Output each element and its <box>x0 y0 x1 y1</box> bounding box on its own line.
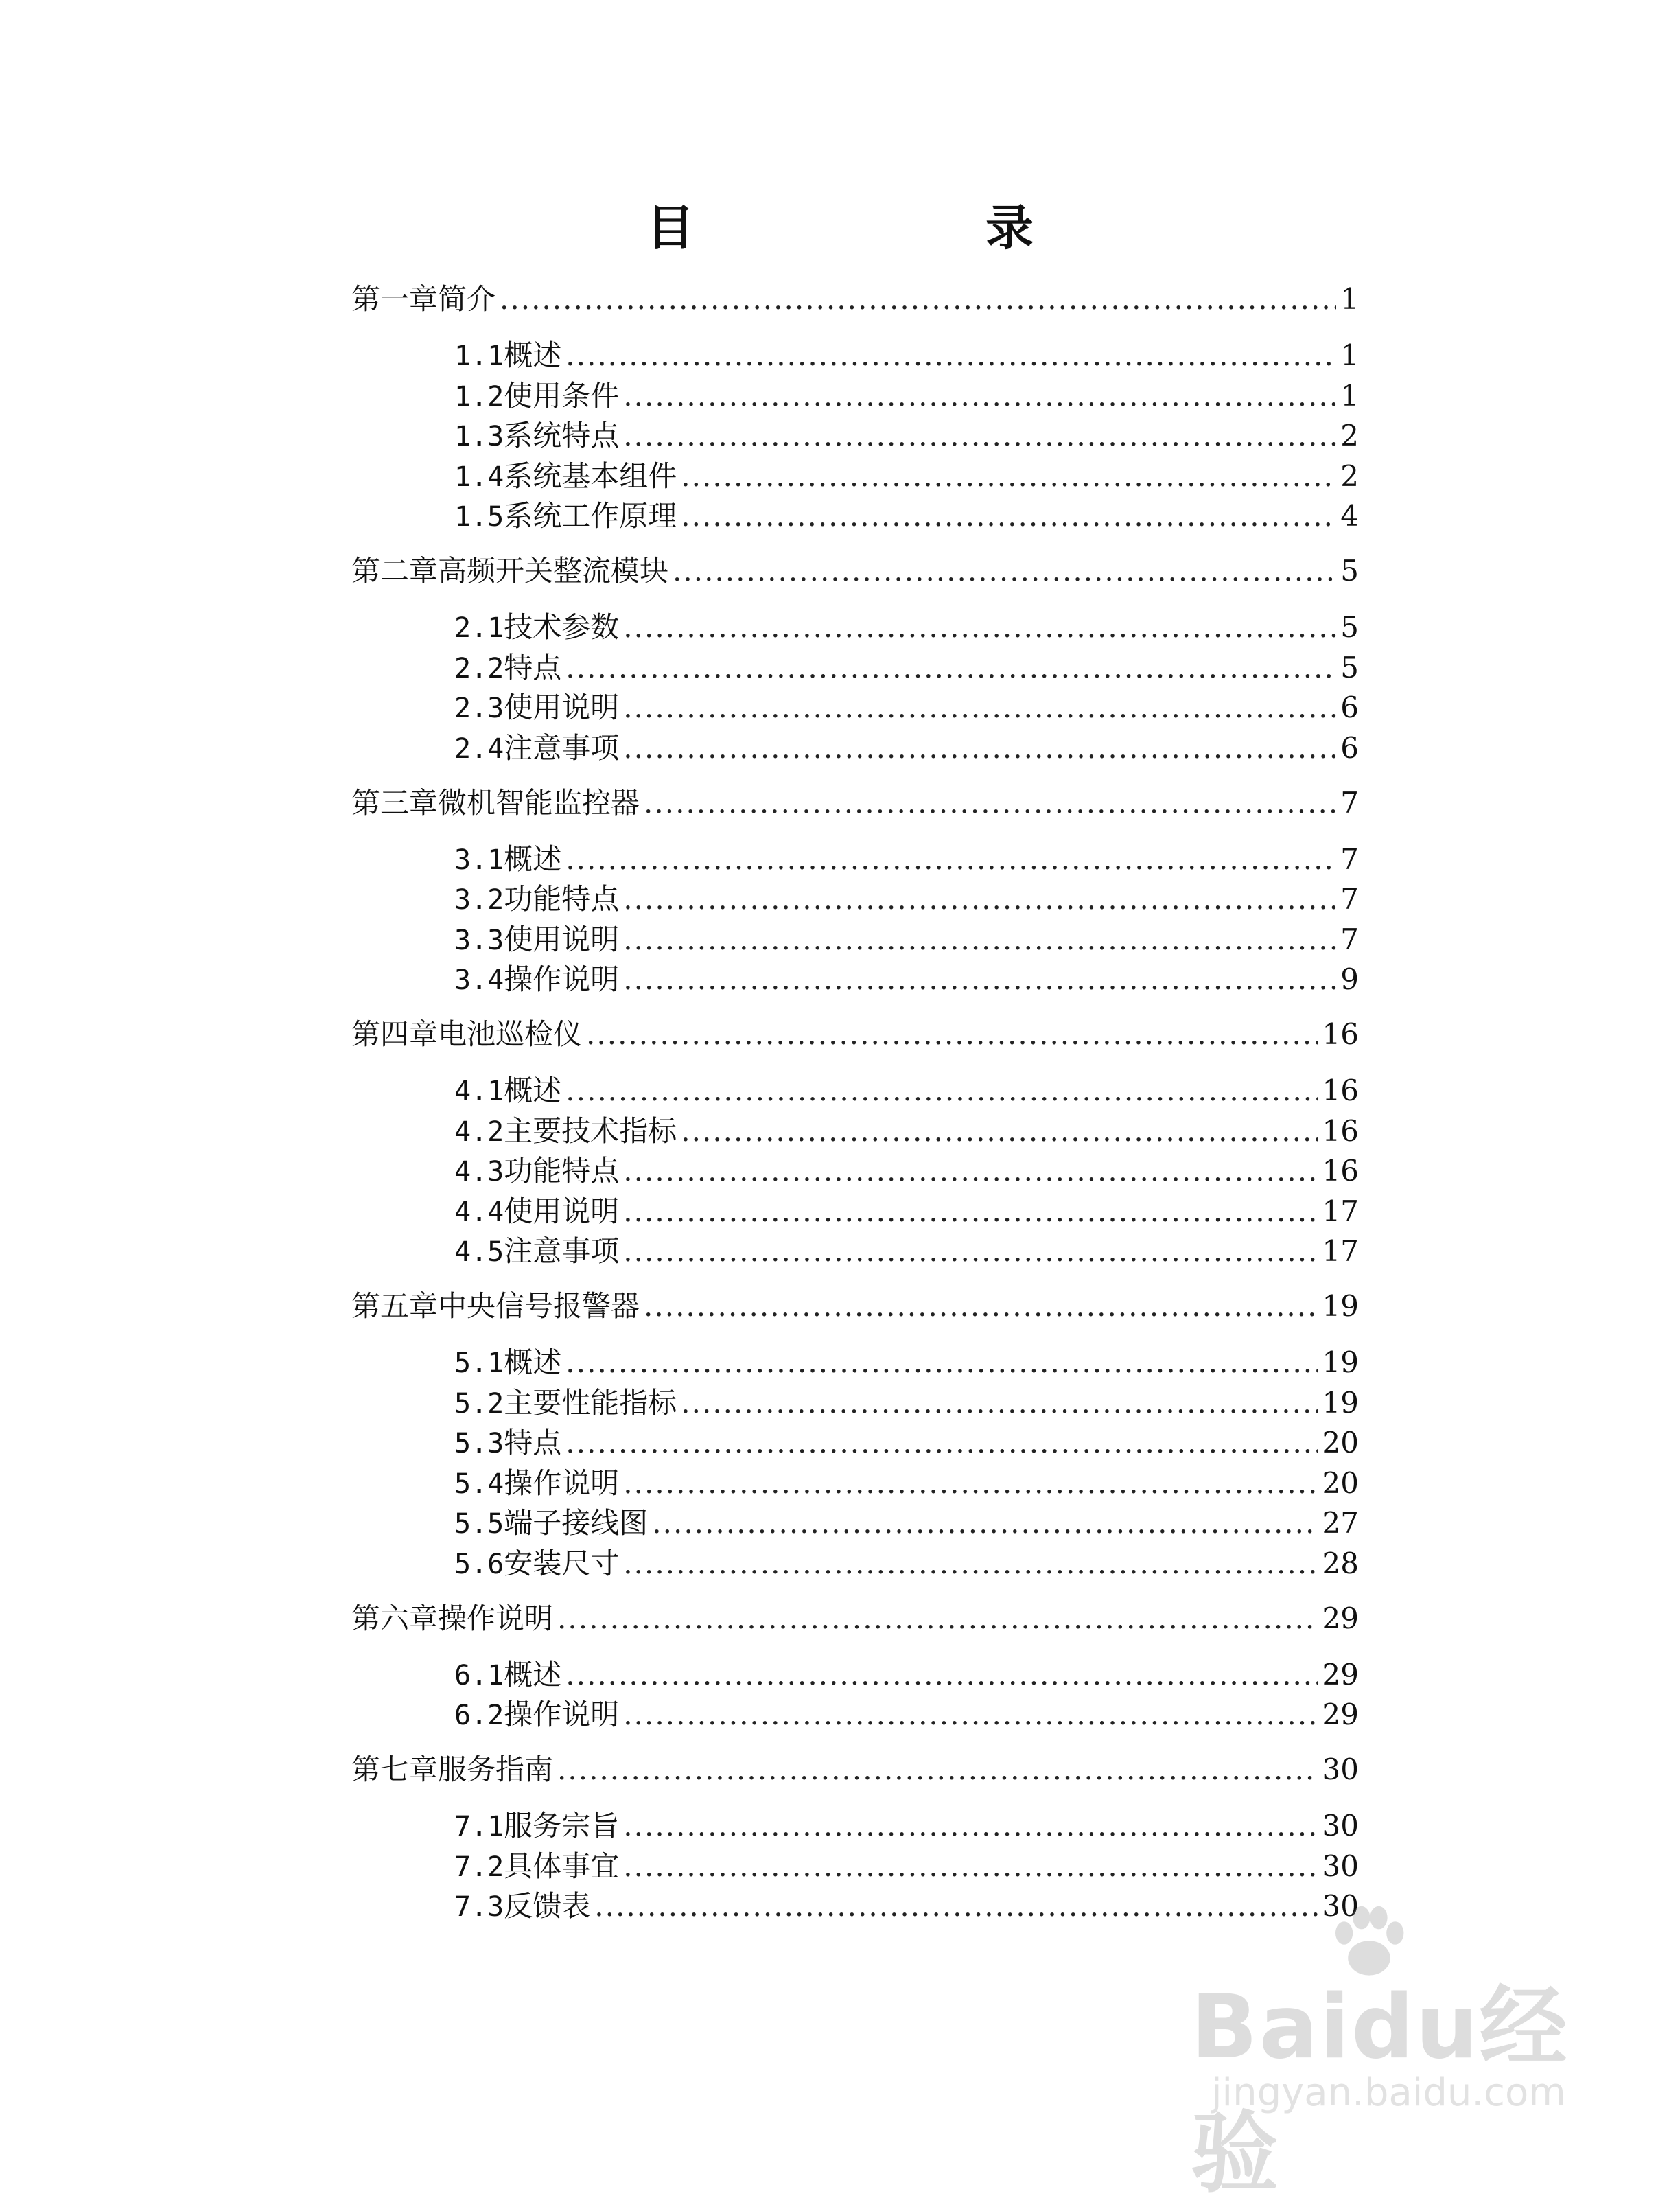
toc-entry-number: 3.3 <box>454 924 504 956</box>
toc-entry-title: 特点 <box>504 650 562 684</box>
toc-section-entry[interactable] <box>454 1385 1359 1422</box>
toc-section-entry[interactable] <box>454 881 1359 918</box>
toc-entry-title: 注意事项 <box>504 730 620 765</box>
toc-entry-title: 中央信号报警器 <box>438 1289 640 1323</box>
dot-leader <box>565 1345 1318 1380</box>
toc-entry-title: 主要性能指标 <box>504 1385 677 1420</box>
toc-page-number: 28 <box>1322 1546 1359 1580</box>
toc-entry-title: 特点 <box>504 1426 562 1459</box>
toc-entry-number: 第四章 <box>351 1017 439 1051</box>
toc-entry-title: 主要技术指标 <box>504 1113 677 1148</box>
dot-leader <box>565 1073 1318 1109</box>
toc-page-number: 20 <box>1322 1466 1359 1500</box>
toc-page-number: 2 <box>1340 419 1359 452</box>
dot-leader <box>652 1505 1318 1541</box>
toc-entry-number: 第三章 <box>351 785 439 820</box>
dot-leader <box>500 281 1336 317</box>
toc-section-entry[interactable] <box>454 378 1359 415</box>
toc-chapter-entry[interactable] <box>351 553 1359 589</box>
toc-entry-number: 4.5 <box>454 1236 504 1268</box>
toc-entry-title: 简介 <box>438 282 496 316</box>
toc-entry-number: 6.1 <box>454 1659 504 1691</box>
dot-leader <box>565 338 1336 373</box>
toc-page-number: 7 <box>1340 922 1359 956</box>
toc-section-entry[interactable] <box>454 610 1359 646</box>
toc-section-entry[interactable] <box>454 922 1359 958</box>
toc-chapter-entry[interactable] <box>351 281 1359 317</box>
toc-entry-title: 系统工作原理 <box>504 499 677 533</box>
toc-entry-title: 端子接线图 <box>504 1506 649 1540</box>
toc-section-entry[interactable] <box>454 1234 1359 1270</box>
toc-entry-title: 使用说明 <box>504 1194 620 1228</box>
toc-section-entry[interactable] <box>454 1546 1359 1582</box>
toc-entry-title: 操作说明 <box>504 1698 620 1731</box>
toc-page-number: 1 <box>1340 378 1359 413</box>
toc-entry-number: 1.3 <box>454 421 504 452</box>
toc-section-entry[interactable] <box>454 1073 1359 1109</box>
toc-entry-title: 概述 <box>504 1074 562 1107</box>
toc-entry-title: 概述 <box>504 842 562 876</box>
toc-entry-title: 使用说明 <box>504 922 620 956</box>
toc-entry-title: 系统基本组件 <box>504 459 677 493</box>
toc-page-number: 30 <box>1322 1889 1359 1923</box>
toc-section-entry[interactable] <box>454 1657 1359 1693</box>
toc-page-number: 30 <box>1322 1753 1359 1786</box>
toc-page-number: 9 <box>1340 962 1359 996</box>
toc-page-number: 6 <box>1340 730 1359 765</box>
toc-entry-number: 5.2 <box>454 1387 504 1420</box>
toc-entry-title: 服务指南 <box>438 1753 554 1786</box>
toc-page-number: 1 <box>1340 282 1359 316</box>
dot-leader <box>565 650 1336 686</box>
toc-entry-title: 电池巡检仪 <box>438 1017 583 1051</box>
toc-entry-number: 3.1 <box>454 844 504 876</box>
toc-entry-number: 4.3 <box>454 1156 504 1188</box>
toc-section-entry[interactable] <box>454 1153 1359 1190</box>
toc-entry-number: 3.4 <box>454 964 504 996</box>
toc-entry-number: 5.5 <box>454 1508 504 1540</box>
dot-leader <box>623 1153 1318 1189</box>
toc-entry-number: 1.1 <box>454 340 504 372</box>
dot-leader <box>557 1601 1318 1636</box>
dot-leader <box>623 922 1336 958</box>
toc-entry-number: 第五章 <box>351 1289 439 1323</box>
dot-leader <box>557 1752 1318 1788</box>
toc-entry-number: 第一章 <box>351 282 439 316</box>
toc-entry-title: 操作说明 <box>504 1466 620 1500</box>
toc-entry-title: 概述 <box>504 1657 562 1691</box>
toc-entry-title: 高频开关整流模块 <box>438 554 669 588</box>
toc-page-number: 16 <box>1322 1154 1359 1188</box>
toc-entry-title: 操作说明 <box>438 1601 554 1635</box>
toc-page-number: 20 <box>1322 1426 1359 1459</box>
toc-entry-title: 功能特点 <box>504 882 620 916</box>
toc-section-entry[interactable] <box>454 1505 1359 1542</box>
toc-entry-title: 安装尺寸 <box>504 1546 620 1580</box>
dot-leader <box>681 459 1336 494</box>
toc-section-entry[interactable] <box>454 1425 1359 1461</box>
toc-entry-title: 系统特点 <box>504 419 620 452</box>
dot-leader <box>623 1808 1318 1844</box>
toc-page-number: 7 <box>1340 785 1359 820</box>
toc-section-entry[interactable] <box>454 1113 1359 1150</box>
toc-page-number: 19 <box>1322 1345 1359 1379</box>
toc-section-entry[interactable] <box>454 650 1359 686</box>
toc-entry-title: 使用条件 <box>504 378 620 413</box>
toc-entry-number: 7.1 <box>454 1811 504 1842</box>
toc-entry-number: 5.4 <box>454 1468 504 1500</box>
toc-section-entry[interactable] <box>454 962 1359 998</box>
dot-leader <box>623 690 1336 726</box>
toc-entry-title: 服务宗旨 <box>504 1809 620 1842</box>
toc-section-entry[interactable] <box>454 1697 1359 1733</box>
toc-page-number: 5 <box>1340 650 1359 684</box>
toc-entry-title: 反馈表 <box>504 1889 591 1923</box>
toc-section-entry[interactable] <box>454 418 1359 454</box>
toc-chapter-entry[interactable] <box>351 785 1359 821</box>
toc-entry-title: 功能特点 <box>504 1154 620 1188</box>
toc-page-number: 5 <box>1340 554 1359 588</box>
toc-entry-number: 2.3 <box>454 693 504 724</box>
watermark-url: jingyan.baidu.com <box>1211 2070 1566 2115</box>
toc-page-number: 29 <box>1322 1657 1359 1691</box>
dot-leader <box>623 418 1336 454</box>
toc-section-entry[interactable] <box>454 690 1359 726</box>
toc-page-number: 16 <box>1322 1074 1359 1107</box>
toc-entry-number: 2.1 <box>454 612 504 644</box>
dot-leader <box>623 1234 1318 1269</box>
toc-entry-number: 1.2 <box>454 380 504 413</box>
dot-leader <box>623 1466 1318 1501</box>
dot-leader <box>681 498 1336 534</box>
dot-leader <box>623 1697 1318 1733</box>
toc-page-number: 7 <box>1340 882 1359 916</box>
toc-page-number: 27 <box>1322 1506 1359 1540</box>
toc-page-number: 17 <box>1322 1234 1359 1268</box>
dot-leader <box>673 553 1336 589</box>
toc-entry-number: 4.4 <box>454 1196 504 1228</box>
toc-chapter-entry[interactable] <box>351 1288 1359 1324</box>
dot-leader <box>623 1194 1318 1229</box>
toc-page-number: 6 <box>1340 691 1359 724</box>
toc-entry-title: 使用说明 <box>504 691 620 724</box>
toc-section-entry[interactable] <box>454 459 1359 495</box>
toc-page-number: 30 <box>1322 1849 1359 1883</box>
toc-entry-number: 4.1 <box>454 1076 504 1107</box>
dot-leader <box>644 785 1336 821</box>
toc-entry-number: 第二章 <box>351 554 439 588</box>
toc-page-number: 5 <box>1340 610 1359 644</box>
toc-entry-number: 2.2 <box>454 652 504 684</box>
toc-entry-number: 6.2 <box>454 1700 504 1731</box>
toc-page-number: 19 <box>1322 1385 1359 1420</box>
toc-section-entry[interactable] <box>454 1345 1359 1381</box>
dot-leader <box>681 1385 1318 1421</box>
toc-section-entry[interactable] <box>454 498 1359 535</box>
toc-chapter-entry[interactable] <box>351 1017 1359 1052</box>
dot-leader <box>565 1657 1318 1693</box>
dot-leader <box>586 1017 1318 1052</box>
toc-entry-number: 5.6 <box>454 1548 504 1580</box>
toc-entry-title: 微机智能监控器 <box>438 785 640 820</box>
dot-leader <box>565 1425 1318 1461</box>
toc-section-entry[interactable] <box>454 1194 1359 1230</box>
toc-page-number: 1 <box>1340 338 1359 372</box>
toc-page-number: 30 <box>1322 1809 1359 1842</box>
toc-entry-number: 7.2 <box>454 1851 504 1883</box>
dot-leader <box>565 842 1336 877</box>
page-title: 目 录 <box>646 200 1171 256</box>
toc-page-number: 19 <box>1322 1289 1359 1323</box>
dot-leader <box>623 378 1336 414</box>
toc-page-number: 29 <box>1322 1601 1359 1635</box>
toc-entry-title: 概述 <box>504 338 562 372</box>
toc-entry-title: 具体事宜 <box>504 1849 620 1883</box>
toc-entry-title: 注意事项 <box>504 1234 620 1268</box>
toc-section-entry[interactable] <box>454 1466 1359 1502</box>
toc-page-number: 16 <box>1322 1017 1359 1051</box>
toc-entry-number: 7.3 <box>454 1891 504 1923</box>
toc-entry-number: 第六章 <box>351 1601 439 1635</box>
toc-page-number: 29 <box>1322 1698 1359 1731</box>
toc-section-entry[interactable] <box>454 730 1359 767</box>
toc-chapter-entry[interactable] <box>351 1601 1359 1636</box>
toc-section-entry[interactable] <box>454 1808 1359 1844</box>
toc-page-number: 4 <box>1340 499 1359 533</box>
toc-entry-number: 2.4 <box>454 732 504 765</box>
toc-page-number: 17 <box>1322 1194 1359 1228</box>
dot-leader <box>623 730 1336 766</box>
toc-entry-number: 4.2 <box>454 1115 504 1148</box>
toc-entry-number: 第七章 <box>351 1753 439 1786</box>
dot-leader <box>644 1288 1318 1324</box>
toc-entry-number: 5.3 <box>454 1428 504 1459</box>
toc-page-number: 7 <box>1340 842 1359 876</box>
dot-leader <box>623 962 1336 997</box>
toc-chapter-entry[interactable] <box>351 1752 1359 1788</box>
toc-page-number: 16 <box>1322 1113 1359 1148</box>
toc-section-entry[interactable] <box>454 338 1359 374</box>
watermark-logo: Baidu经验 <box>1191 1976 1569 2205</box>
toc-entry-number: 5.1 <box>454 1348 504 1379</box>
toc-section-entry[interactable] <box>454 1849 1359 1885</box>
dot-leader <box>623 610 1336 645</box>
toc-entry-title: 技术参数 <box>504 610 620 644</box>
toc-section-entry[interactable] <box>454 842 1359 878</box>
toc-entry-number: 3.2 <box>454 884 504 916</box>
dot-leader <box>623 1546 1318 1582</box>
dot-leader <box>681 1113 1318 1149</box>
dot-leader <box>623 881 1336 917</box>
toc-page-number: 2 <box>1340 459 1359 493</box>
baidu-watermark <box>1191 1915 1575 2205</box>
toc-entry-title: 概述 <box>504 1345 562 1379</box>
toc-entry-number: 1.4 <box>454 461 504 493</box>
toc-entry-number: 1.5 <box>454 501 504 533</box>
toc-entry-title: 操作说明 <box>504 962 620 996</box>
dot-leader <box>623 1849 1318 1884</box>
